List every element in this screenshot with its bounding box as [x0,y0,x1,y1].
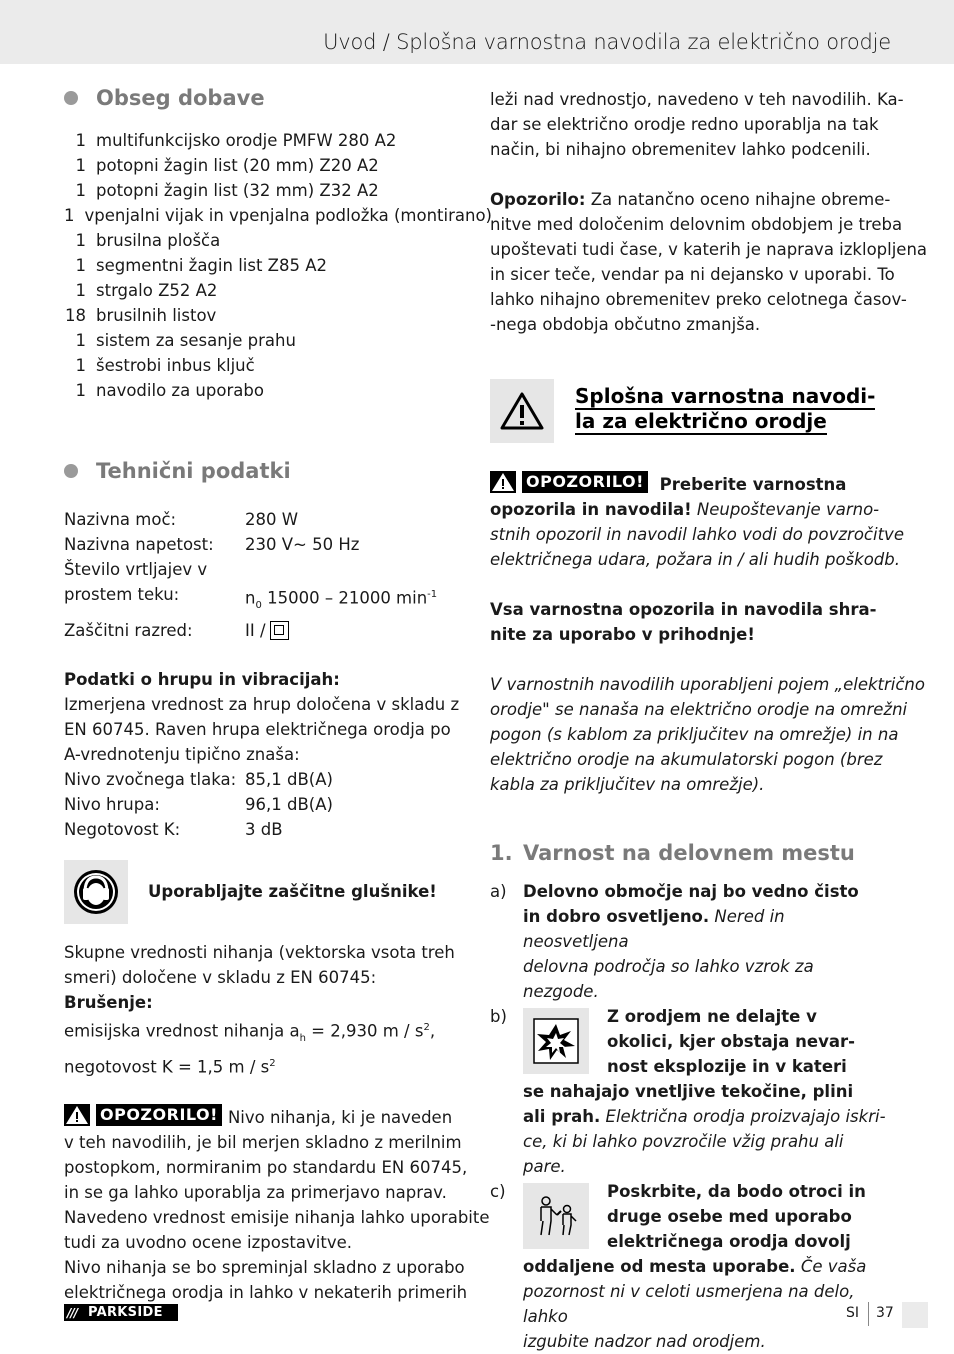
note-block: Opozorilo: Za natančno oceno nihajne obreme- nitve med določenim delovnim obdobjem je treba upoštevati tudi čase, v katerih je naprava izklopljena in sicer teče, vendar pa ni dejansko v uporabi. To lahko nihajno obremenitev preko celotnega časov- -nega obdobja občutno zmanjša. [490,187,890,337]
warning-triangle-icon [490,379,554,443]
page-title: Uvod / Splošna varnostna navodila za električno orodje [323,30,891,54]
warning-badge: OPOZORILO! [490,471,654,493]
parkside-logo: /// PARKSIDE [64,1304,178,1321]
tech-heading: Tehnični podatki [64,453,464,489]
supply-item: 1 strgalo Z52 A2 [75,281,218,300]
noise-row: Nivo zvočnega tlaka: 85,1 dB(A) [64,769,333,789]
text-line: V varnostnih navodilih uporabljeni pojem „električno [490,675,925,694]
text-line: in se ga lahko uporablja za primerjavo naprav. [64,1183,447,1203]
protection-class-icon [270,621,289,640]
bullet-icon [64,91,78,105]
warning-icon [64,1104,90,1126]
noise-text-1: Izmerjena vrednost za hrup določena v skladu z [64,694,460,714]
text-line: Nivo nihanja se bo spreminjal skladno z uporabo [64,1258,465,1278]
supply-item: 1 brusilna plošča [75,231,221,250]
left-column [64,80,492,1305]
supply-item: 1 potopni žagin list (20 mm) Z20 A2 [75,156,379,175]
ear-protection-note: Uporabljajte zaščitne glušnike! [64,860,464,924]
page-number: 37 [876,1305,894,1321]
text-line: Navedeno vrednost emisije nihanja lahko uporabite [64,1208,490,1228]
tech-row: Zaščitni razred: II / [64,618,464,643]
tech-row: Nazivna napetost: 230 V~ 50 Hz [64,535,360,554]
right-column [490,87,928,1354]
warning-text [64,1130,490,1305]
item-a: a) Delovno območje naj bo vedno čisto in dobro osvetljeno. Nered in neosvetljena delovna področja so lahko vzrok za nezgode. [490,882,859,1001]
safety-title: Splošna varnostna navodi- la za električno orodje [575,384,876,433]
vib-emission: emisijska vrednost nihanja $a_h = 2,930$ m / $s^2$, [64,1021,436,1044]
general-warning: OPOZORILO! Preberite varnostna opozorila in navodila! Neupoštevanje varno- stnih opozoril in navodil lahko vodi do povzročitve električnega udara, požara in / ali hudih poškodb. [490,472,904,569]
tech-row: Število vrtljajev v [64,560,208,579]
text-line: nitve med določenim delovnim obdobjem je treba [490,215,903,234]
item-b: b) Z orodjem ne delajte v okolici, kjer obstaja nevar- nost eksplozije in v kateri se nahajajo vnetljive tekočine, plini ali prah. Električna orodja proizvajajo iskri- ce, ki bi lahko povzročile vžig prahu ali pare. [490,1007,886,1176]
text-line: postopkom, normiranim po standardu EN 60745, [64,1158,468,1178]
noise-text-3: A-vrednotenju tipično znaša: [64,744,300,764]
supply-item: 1 navodilo za uporabo [75,381,264,400]
text-line: orodje" se nanaša na električno orodje na omrežni [490,700,908,719]
item-c: c) Poskrbite, da bodo otroci in druge osebe med uporabo električnega orodja dovolj oddaljene od mesta uporabe. Če vaša pozornost ni v celoti usmerjena na delo, lahko izgubite nadzor nad orodjem. [490,1182,867,1351]
noise-row: Nivo hrupa: 96,1 dB(A) [64,794,333,814]
tech-row: prostem teku: $n_0$ 15000 – 21000 $\min^{-1}$ [64,582,464,618]
warning-icon [490,471,516,493]
continued-text [490,87,904,162]
footer-tab [902,1302,928,1328]
explosion-icon [523,1008,589,1074]
text-line: upoštevati tudi čase, v katerih je naprava izklopljena [490,240,928,259]
keep-instructions: Vsa varnostna opozorila in navodila shra- nite za uporabo v prihodnje! [490,600,877,644]
supply-item: 1 potopni žagin list (32 mm) Z32 A2 [75,181,379,200]
safety-heading [490,379,890,443]
text-line: dar se električno orodje redno uporablja na tak [490,115,879,134]
ear-protection-icon [64,860,128,924]
noise-heading: Podatki o hrupu in vibracijah: [64,669,340,689]
supply-item: 1 vpenjalni vijak in vpenjalna podložka (montirano) [64,206,492,225]
supply-list [64,128,492,403]
supply-item: 1 šestrobi inbus ključ [75,356,255,375]
supply-item: 1 multifunkcijsko orodje PMFW 280 A2 [75,131,397,150]
warning-badge: OPOZORILO! [64,1104,228,1126]
language-code: SI [846,1305,860,1321]
text-line: -nega obdobja občutno zmanjša. [490,315,761,334]
text-line: in sicer teče, vendar pa ni dejansko v uporabi. To [490,265,895,284]
supply-item: 18 brusilnih listov [65,306,217,325]
tech-table [64,507,464,643]
text-line: leži nad vrednostjo, navedeno v teh navodilih. Ka- [490,90,904,109]
footer-divider [868,1302,869,1326]
noise-text-2: EN 60745. Raven hrupa električnega orodja po [64,719,451,739]
text-line: električno orodje na akumulatorski pogon (brez [490,750,883,769]
text-line: lahko nihajno obremenitev preko celotnega časov- [490,290,907,309]
bullet-icon [64,464,78,478]
supply-heading: Obseg dobave [64,80,464,116]
keep-children-away-icon [523,1183,589,1249]
vibration-block: Skupne vrednosti nihanja (vektorska vsota treh smeri) določene v skladu z EN 60745: Brušenje: emisijska vrednost nihanja $a_h = 2,930$ m / $s^2$, negotovost K = 1,5 m / $s^2$ [64,940,464,1079]
noise-row: Negotovost K: 3 dB [64,819,283,839]
text-line: kabla za priključitev na omrežje). [490,775,765,794]
term-definition [490,672,925,797]
text-line: električnega orodja in lahko v nekaterih primerih [64,1283,468,1303]
supply-item: 1 sistem za sesanje prahu [75,331,296,350]
section-heading: 1. Varnost na delovnem mestu [490,841,855,865]
text-line: način, bi nihajno obremenitev lahko podcenili. [490,140,871,159]
speed-value: $n_0$ 15000 – 21000 $\min^{-1}$ [245,588,438,611]
supply-item: 1 segmentni žagin list Z85 A2 [75,256,327,275]
text-line: tudi za uvodno ocene izpostavitve. [64,1233,352,1253]
tech-row: Nazivna moč: 280 W [64,510,299,529]
text-line: v teh navodilih, je bil merjen skladno z merilnim [64,1133,462,1153]
vibration-warning: OPOZORILO! Nivo nihanja, ki je naveden v teh navodilih, je bil merjen skladno z merilnim postopkom, normiranim po standardu EN 60745, in se ga lahko uporablja za primerjavo naprav. Navedeno vrednost emisije nihanja lahko uporabite tudi za uvodno ocene izpostavitve. Nivo nihanja se bo spreminjal skladno z uporabo električnega orodja in lahko v nekaterih primerih [64,1104,464,1305]
vib-uncertainty: negotovost K = 1,5 m / $s^2$ [64,1057,276,1077]
text-line: pogon (s kablom za priključitev na omrežje) in na [490,725,899,744]
